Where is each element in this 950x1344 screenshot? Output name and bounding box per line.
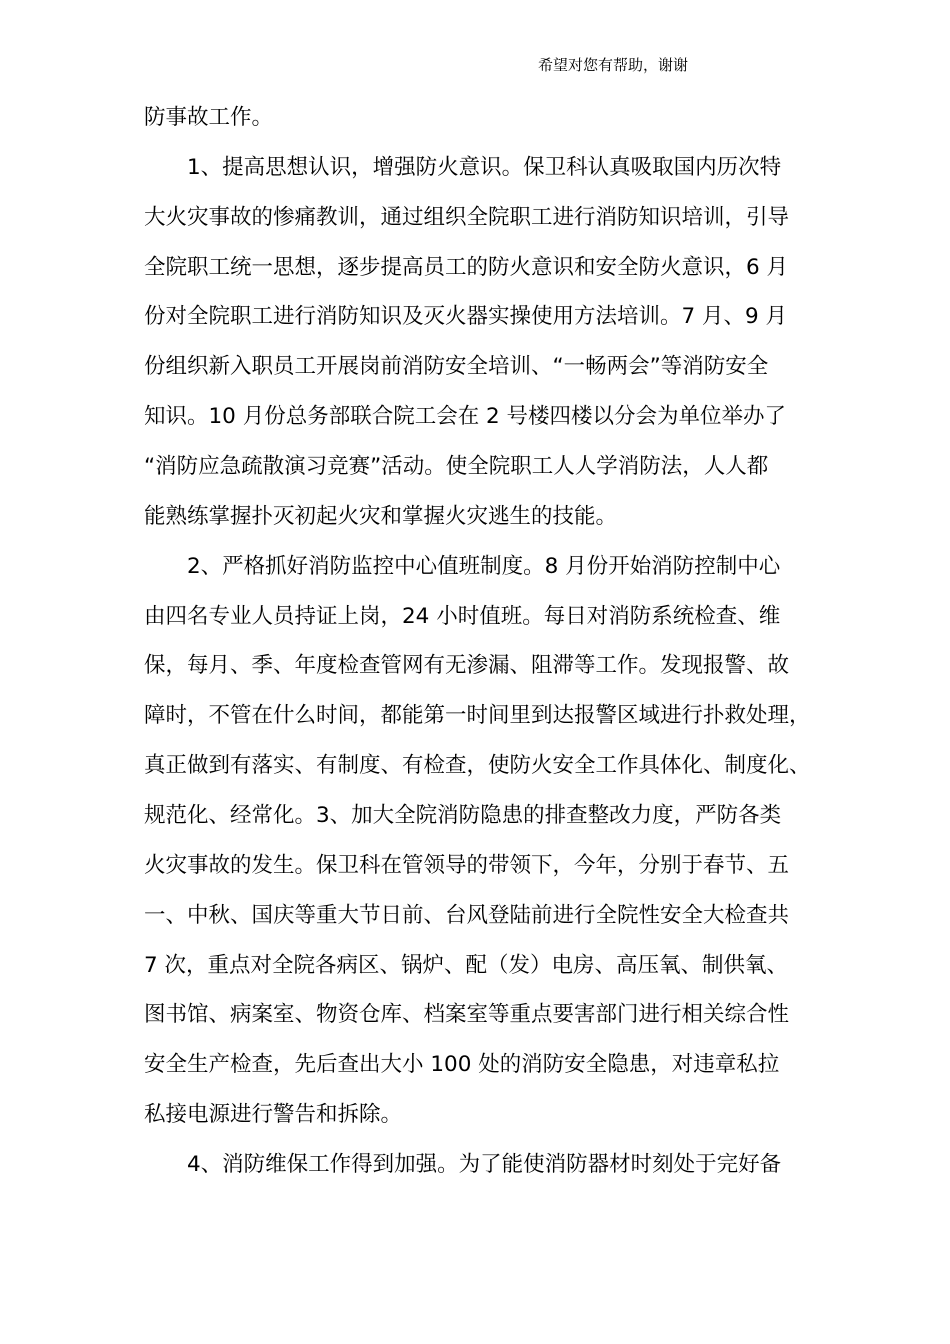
body-line: 安全生产检查，先后查出大小 100 处的消防安全隐患，对违章私拉	[144, 1052, 780, 1077]
body-line: 4、消防维保工作得到加强。为了能使消防器材时刻处于完好备	[187, 1152, 782, 1177]
body-line: “消防应急疏散演习竞赛”活动。使全院职工人人学消防法，人人都	[144, 454, 769, 479]
body-line: 火灾事故的发生。保卫科在管领导的带领下，今年，分别于春节、五	[144, 853, 790, 878]
body-line: 知识。10 月份总务部联合院工会在 2 号楼四楼以分会为单位举办了	[144, 404, 787, 429]
body-line: 一、中秋、国庆等重大节日前、台风登陆前进行全院性安全大检查共	[144, 903, 790, 928]
body-line: 全院职工统一思想，逐步提高员工的防火意识和安全防火意识，6 月	[144, 255, 789, 280]
body-line: 保，每月、季、年度检查管网有无渗漏、阻滞等工作。发现报警、故	[144, 653, 790, 678]
body-line: 规范化、经常化。3、加大全院消防隐患的排查整改力度，严防各类	[144, 803, 782, 828]
body-line: 由四名专业人员持证上岗，24 小时值班。每日对消防系统检查、维	[144, 604, 781, 629]
body-line: 图书馆、病案室、物资仓库、档案室等重点要害部门进行相关综合性	[144, 1002, 790, 1027]
body-line: 7 次，重点对全院各病区、锅炉、配（发）电房、高压氧、制供氧、	[144, 953, 789, 978]
body-line: 份对全院职工进行消防知识及灭火器实操使用方法培训。7 月、9 月	[144, 304, 788, 329]
body-line: 大火灾事故的惨痛教训，通过组织全院职工进行消防知识培训，引导	[144, 205, 790, 230]
body-line: 能熟练掌握扑灭初起火灾和掌握火灾逃生的技能。	[144, 504, 618, 529]
body-line: 份组织新入职员工开展岗前消防安全培训、“一畅两会”等消防安全	[144, 354, 769, 379]
header-note: 希望对您有帮助，谢谢	[537, 56, 688, 74]
body-line: 2、严格抓好消防监控中心值班制度。8 月份开始消防控制中心	[187, 554, 781, 579]
body-line: 1、提高思想认识，增强防火意识。保卫科认真吸取国内历次特	[187, 155, 782, 180]
body-line: 私接电源进行警告和拆除。	[144, 1102, 403, 1127]
body-line: 障时，不管在什么时间，都能第一时间里到达报警区域进行扑救处理，	[144, 703, 811, 728]
body-line: 防事故工作。	[144, 105, 274, 130]
body-line: 真正做到有落实、有制度、有检查，使防火安全工作具体化、制度化、	[144, 753, 811, 778]
